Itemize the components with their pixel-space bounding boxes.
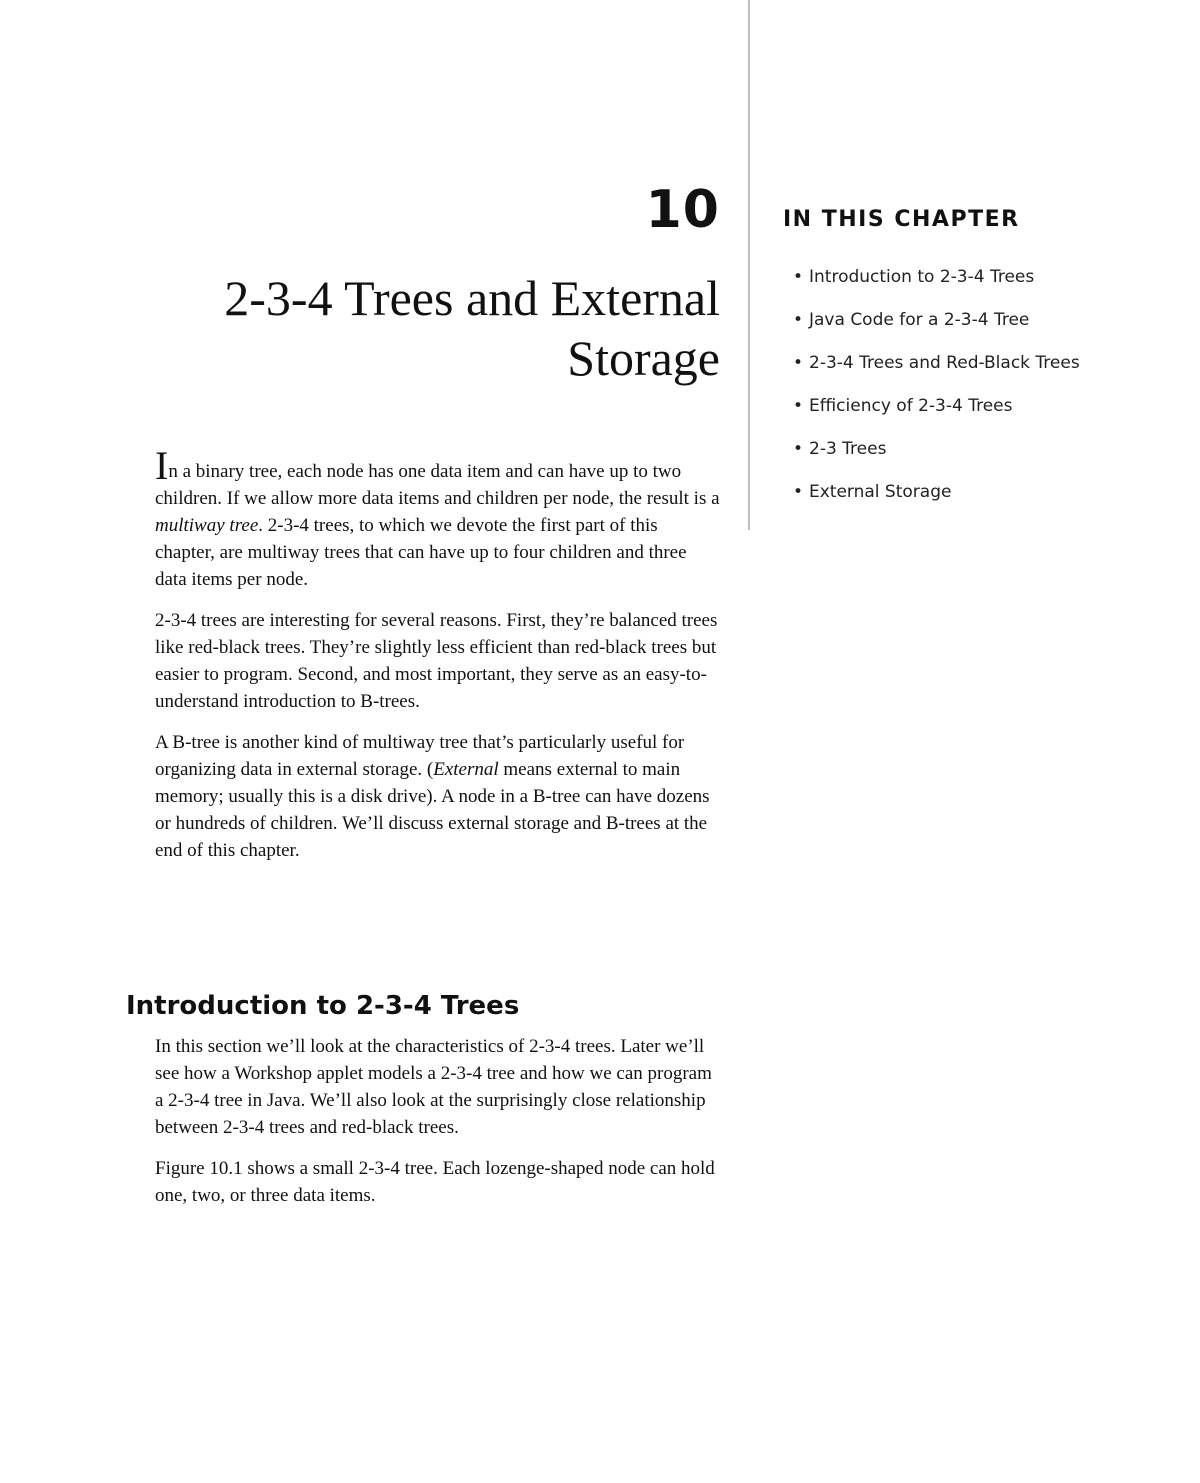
intro-paragraph-1-text-a: n a binary tree, each node has one data item and can have up to two children. If we allow more data items and children per node, the result is a xyxy=(155,461,720,509)
drop-cap: I xyxy=(155,443,169,488)
toc-item-label: Efficiency of 2-3-4 Trees xyxy=(809,396,1013,416)
intro-paragraph-3-text-b: means external to main memory; usually this is a disk drive). A node in a B-tree can have dozens or hundreds of children. We’ll discuss external storage and B-trees at the end of this chapter. xyxy=(155,759,710,861)
chapter-number: 10 xyxy=(645,180,720,240)
section-paragraph-2: Figure 10.1 shows a small 2-3-4 tree. Each lozenge-shaped node can hold one, two, or three data items. xyxy=(155,1158,715,1206)
toc-item-label: 2-3-4 Trees and Red-Black Trees xyxy=(809,353,1080,373)
toc-item xyxy=(783,263,1083,292)
bullet-icon: • xyxy=(793,353,804,373)
vertical-divider xyxy=(748,0,750,530)
bullet-icon: • xyxy=(793,396,804,416)
toc-item-label: 2-3 Trees xyxy=(809,439,887,459)
bullet-icon: • xyxy=(793,439,804,459)
section-heading: Introduction to 2-3-4 Trees xyxy=(126,991,520,1021)
toc-item xyxy=(783,392,1083,421)
section-text xyxy=(155,1033,720,1223)
term-external: External xyxy=(433,759,499,780)
intro-paragraph-2: 2-3-4 trees are interesting for several reasons. First, they’re balanced trees like red-black trees. They’re slightly less efficient than red-black trees but easier to program. Second, and most important, they serve as an easy-to-understand introduction to B-trees. xyxy=(155,610,718,712)
intro-paragraph-1-text-b: . 2-3-4 trees, to which we devote the first part of this chapter, are multiway trees that can have up to four children and three data items per node. xyxy=(155,515,687,590)
chapter-contents-sidebar xyxy=(783,205,1083,521)
toc-item-label: Java Code for a 2-3-4 Tree xyxy=(809,310,1030,330)
toc-item-label: External Storage xyxy=(809,482,952,502)
intro-text xyxy=(155,443,720,878)
chapter-title-line-2: Storage xyxy=(567,330,720,386)
toc-item xyxy=(783,306,1083,335)
intro-paragraph-3 xyxy=(155,729,720,864)
term-multiway-tree: multiway tree xyxy=(155,515,259,536)
toc-item xyxy=(783,478,1083,507)
section-paragraph-1: In this section we’ll look at the characteristics of 2-3-4 trees. Later we’ll see how a Workshop applet models a 2-3-4 tree and how we can program a 2-3-4 tree in Java. We’ll also look at the surprisingly close relationship between 2-3-4 trees and red-black trees. xyxy=(155,1036,712,1138)
sidebar-heading: IN THIS CHAPTER xyxy=(783,207,1020,232)
intro-paragraph-1 xyxy=(155,443,720,593)
chapter-contents-list xyxy=(783,263,1083,507)
toc-item-label: Introduction to 2-3-4 Trees xyxy=(809,267,1035,287)
toc-item xyxy=(783,349,1083,378)
intro-paragraph-3-text-a: A B-tree is another kind of multiway tree that’s particularly useful for organizing data in external storage. ( xyxy=(155,732,685,780)
bullet-icon: • xyxy=(793,310,804,330)
toc-item xyxy=(783,435,1083,464)
bullet-icon: • xyxy=(793,482,804,502)
chapter-title-line-1: 2-3-4 Trees and External xyxy=(224,270,720,326)
bullet-icon: • xyxy=(793,267,804,287)
chapter-title xyxy=(100,268,720,388)
